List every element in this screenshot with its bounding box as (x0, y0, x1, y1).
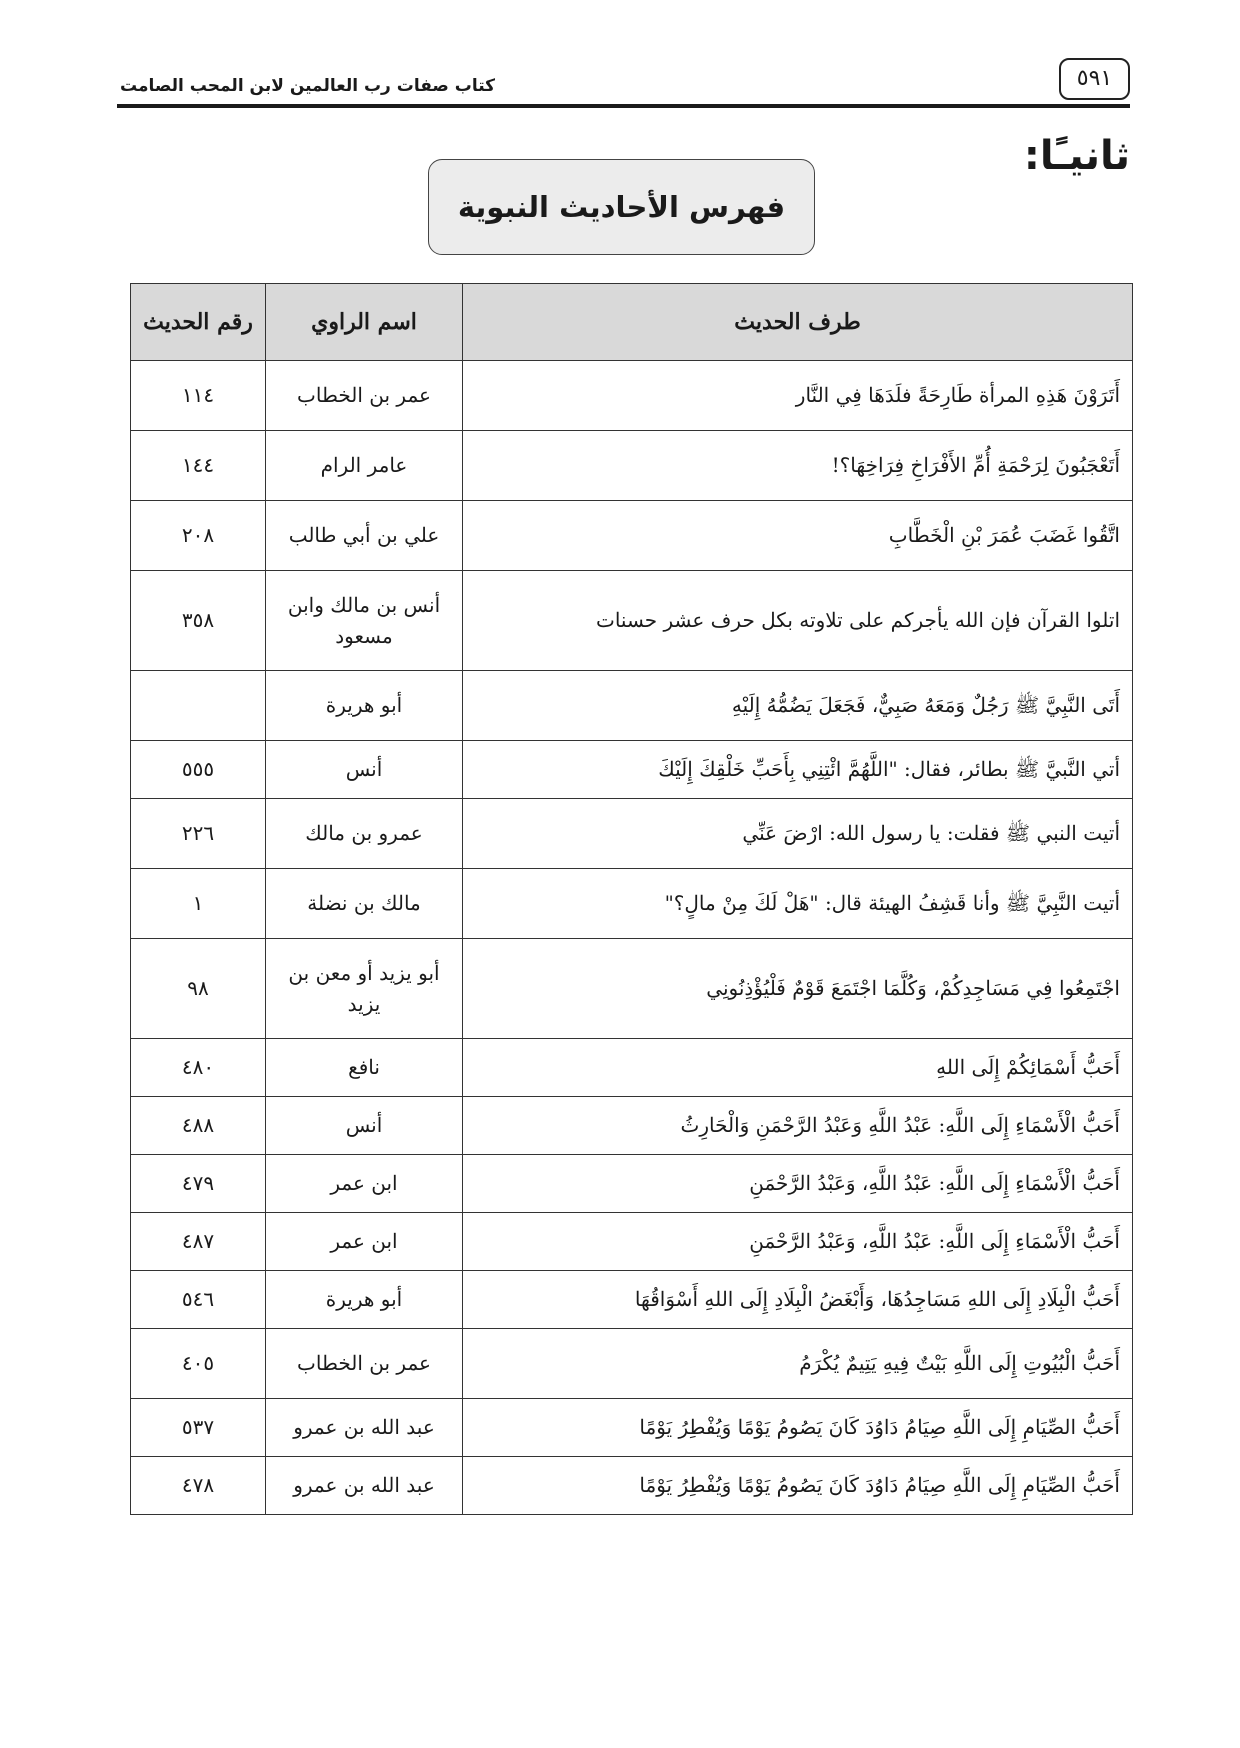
hadith-text-cell: اتَّقُوا غَضَبَ عُمَرَ بْنِ الْخَطَّابِ (463, 501, 1133, 571)
narrator-cell: عمر بن الخطاب (266, 361, 463, 431)
narrator-cell: عمرو بن مالك (266, 799, 463, 869)
narrator-cell: أبو هريرة (266, 1271, 463, 1329)
table-row (131, 671, 1133, 741)
hadith-text-cell: أَحَبُّ الْأَسْمَاءِ إِلَى اللَّهِ: عَبْدُ اللَّهِ، وَعَبْدُ الرَّحْمَنِ (463, 1213, 1133, 1271)
table-row (131, 741, 1133, 799)
table-row (131, 571, 1133, 671)
hadith-number-cell: ٤٨٠ (131, 1039, 266, 1097)
narrator-cell: عامر الرام (266, 431, 463, 501)
hadith-text-cell: أَحَبُّ الْأَسْمَاءِ إِلَى اللَّهِ: عَبْدُ اللَّهِ، وَعَبْدُ الرَّحْمَنِ (463, 1155, 1133, 1213)
hadith-text-cell: أَحَبُّ الْبِلَادِ إِلَى اللهِ مَسَاجِدُهَا، وَأَبْغَضُ الْبِلَادِ إِلَى اللهِ أَسْوَاقُهَا (463, 1271, 1133, 1329)
narrator-cell: عبد الله بن عمرو (266, 1399, 463, 1457)
header-divider (117, 104, 1130, 108)
narrator-cell: ابن عمر (266, 1213, 463, 1271)
table-row (131, 431, 1133, 501)
table-row (131, 1329, 1133, 1399)
index-title-box (428, 159, 815, 255)
hadith-number-cell: ٢٢٦ (131, 799, 266, 869)
table-row (131, 1457, 1133, 1515)
table-row (131, 799, 1133, 869)
table-row (131, 1155, 1133, 1213)
narrator-cell: أنس بن مالك وابن مسعود (266, 571, 463, 671)
hadith-text-cell: أَتَى النَّبِيَّ ﷺ رَجُلٌ وَمَعَهُ صَبِيٌّ، فَجَعَلَ يَضُمُّهُ إِلَيْهِ (463, 671, 1133, 741)
table-header-row (131, 284, 1133, 361)
hadith-text-cell: أَحَبُّ الصِّيَامِ إِلَى اللَّهِ صِيَامُ دَاوُدَ كَانَ يَصُومُ يَوْمًا وَيُفْطِرُ يَوْمًا (463, 1457, 1133, 1515)
hadith-text-cell: أتيت النَّبِيَّ ﷺ وأنا قَشِفُ الهيئة قال: "هَلْ لَكَ مِنْ مالٍ؟" (463, 869, 1133, 939)
hadith-number-cell: ٥٥٥ (131, 741, 266, 799)
hadith-number-cell: ٤٧٨ (131, 1457, 266, 1515)
page-number: ٥٩١ (1059, 58, 1130, 100)
hadith-number-cell: ٥٣٧ (131, 1399, 266, 1457)
narrator-cell: أنس (266, 741, 463, 799)
hadith-index-table (130, 283, 1133, 1515)
hadith-text-cell: أتيت النبي ﷺ فقلت: يا رسول الله: ارْضَ عَنِّي (463, 799, 1133, 869)
table-row (131, 1399, 1133, 1457)
column-header-hadith-text: طرف الحديث (463, 284, 1133, 361)
table-row (131, 1271, 1133, 1329)
hadith-number-cell: ٣٥٨ (131, 571, 266, 671)
narrator-cell: مالك بن نضلة (266, 869, 463, 939)
hadith-number-cell: ٥٤٦ (131, 1271, 266, 1329)
hadith-text-cell: أَحَبُّ الصِّيَامِ إِلَى اللَّهِ صِيَامُ دَاوُدَ كَانَ يَصُومُ يَوْمًا وَيُفْطِرُ يَوْمًا (463, 1399, 1133, 1457)
hadith-text-cell: اجْتَمِعُوا فِي مَسَاجِدِكُمْ، وَكُلَّمَا اجْتَمَعَ قَوْمٌ فَلْيُؤْذِنُونِي (463, 939, 1133, 1039)
hadith-text-cell: أَتَعْجَبُونَ لِرَحْمَةِ أُمِّ الأَفْرَاخِ فِرَاخِهَا؟! (463, 431, 1133, 501)
hadith-number-cell: ٤٧٩ (131, 1155, 266, 1213)
hadith-number-cell: ١٤٤ (131, 431, 266, 501)
narrator-cell: أنس (266, 1097, 463, 1155)
table-row (131, 361, 1133, 431)
running-head-title: كتاب صفات رب العالمين لابن المحب الصامت (120, 76, 496, 96)
table-row (131, 1039, 1133, 1097)
hadith-number-cell (131, 671, 266, 741)
section-heading: ثانيـًا: (1023, 133, 1130, 179)
table-row (131, 1097, 1133, 1155)
hadith-text-cell: أَحَبُّ الْأَسْمَاءِ إِلَى اللَّهِ: عَبْدُ اللَّهِ وَعَبْدُ الرَّحْمَنِ وَالْحَارِثُ (463, 1097, 1133, 1155)
hadith-number-cell: ٤٠٥ (131, 1329, 266, 1399)
narrator-cell: أبو هريرة (266, 671, 463, 741)
index-title: فهرس الأحاديث النبوية (457, 190, 786, 224)
table-row (131, 1213, 1133, 1271)
hadith-text-cell: أَحَبُّ أَسْمَائِكُمْ إِلَى اللهِ (463, 1039, 1133, 1097)
hadith-number-cell: ٩٨ (131, 939, 266, 1039)
table-row (131, 869, 1133, 939)
table-row (131, 939, 1133, 1039)
hadith-text-cell: اتلوا القرآن فإن الله يأجركم على تلاوته بكل حرف عشر حسنات (463, 571, 1133, 671)
narrator-cell: نافع (266, 1039, 463, 1097)
hadith-number-cell: ١ (131, 869, 266, 939)
narrator-cell: أبو يزيد أو معن بن يزيد (266, 939, 463, 1039)
hadith-text-cell: أَتَرَوْنَ هَذِهِ المرأة طَارِحَةً فلَدَهَا فِي النَّار (463, 361, 1133, 431)
hadith-number-cell: ٤٨٧ (131, 1213, 266, 1271)
hadith-number-cell: ٤٨٨ (131, 1097, 266, 1155)
narrator-cell: علي بن أبي طالب (266, 501, 463, 571)
hadith-number-cell: ٢٠٨ (131, 501, 266, 571)
column-header-hadith-number: رقم الحديث (131, 284, 266, 361)
hadith-number-cell: ١١٤ (131, 361, 266, 431)
narrator-cell: عبد الله بن عمرو (266, 1457, 463, 1515)
hadith-text-cell: أتي النَّبيَّ ﷺ بطائر، فقال: "اللَّهُمَّ ائْتِنِي بِأَحَبِّ خَلْقِكَ إِلَيْكَ (463, 741, 1133, 799)
column-header-narrator: اسم الراوي (266, 284, 463, 361)
table-row (131, 501, 1133, 571)
narrator-cell: عمر بن الخطاب (266, 1329, 463, 1399)
hadith-text-cell: أَحَبُّ الْبُيُوتِ إِلَى اللَّهِ بَيْتٌ فِيهِ يَتِيمٌ يُكْرَمُ (463, 1329, 1133, 1399)
narrator-cell: ابن عمر (266, 1155, 463, 1213)
